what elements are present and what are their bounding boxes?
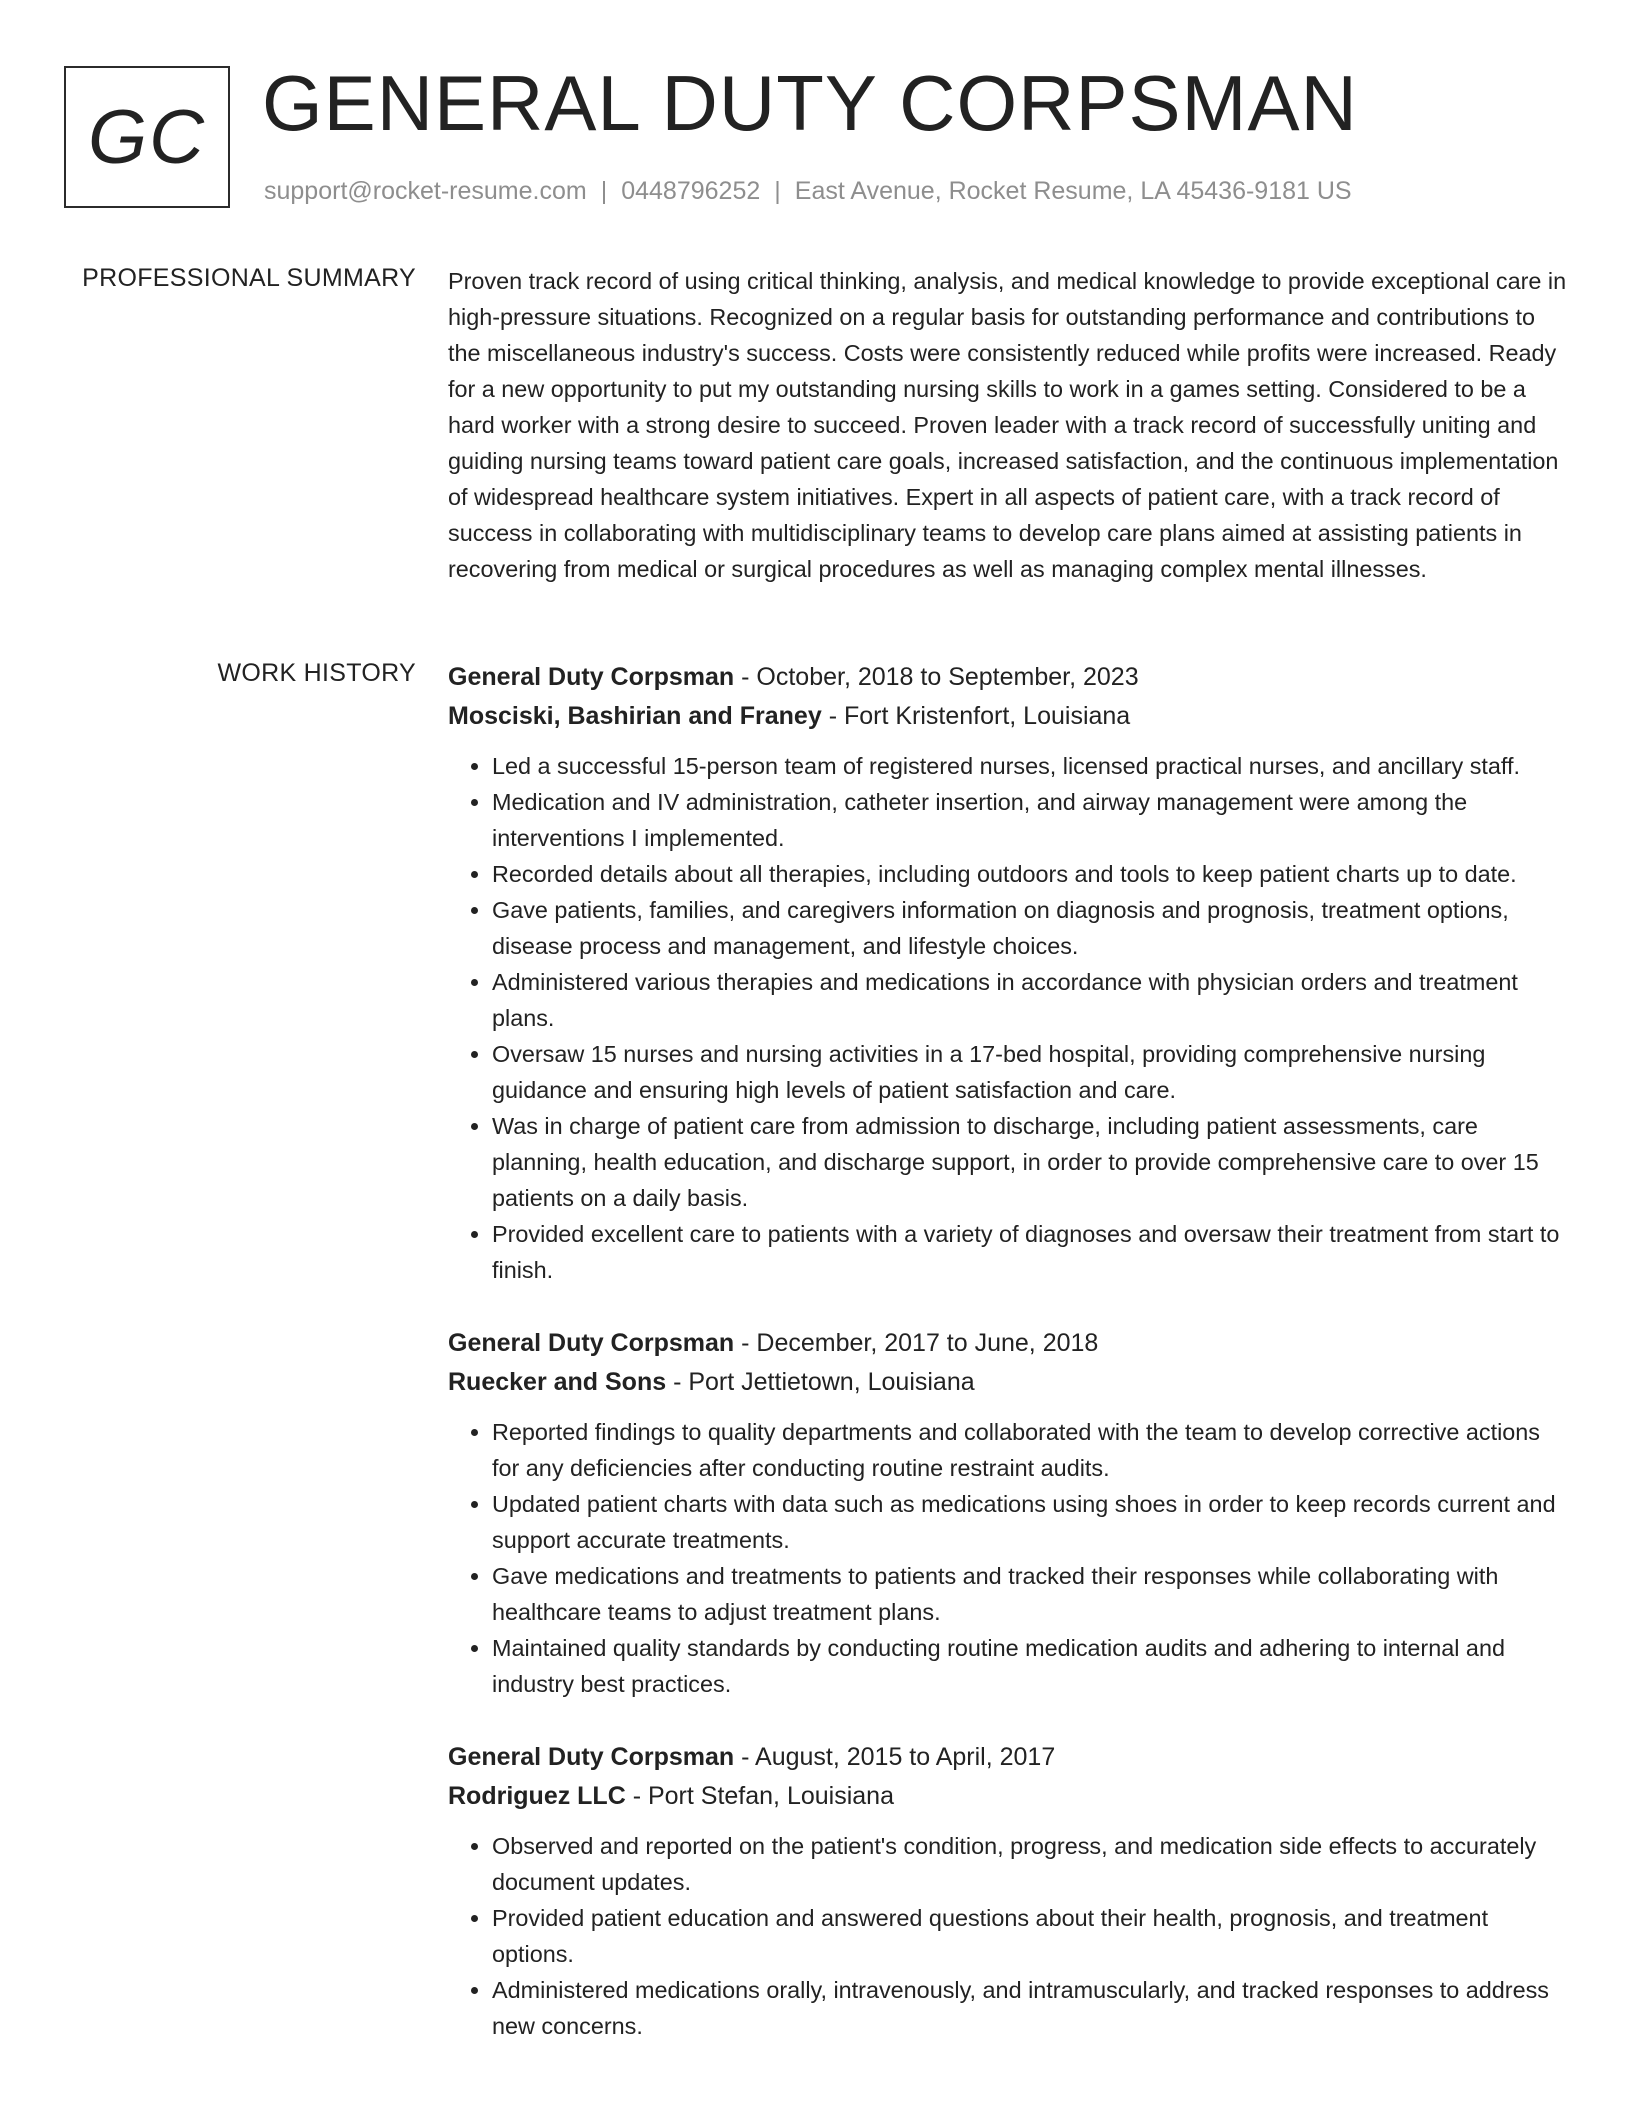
job-bullet: • Led a successful 15-person team of registered nurses, licensed practical nurses, and ancillary staff. [492,748,1568,784]
job-title-line [448,1324,1568,1363]
contact-line [264,176,1352,206]
job-dates: - December, 2017 to June, 2018 [734,1329,1099,1357]
job-location: - Fort Kristenfort, Louisiana [821,702,1131,730]
job-company: Rodriguez LLC [448,1782,626,1810]
section-heading: PROFESSIONAL SUMMARY [82,264,416,292]
job-bullets [448,1828,1568,2044]
job-company: Ruecker and Sons [448,1368,667,1396]
job-entry [448,658,1568,1288]
job-location: - Port Stefan, Louisiana [625,1782,894,1810]
job-company-line [448,697,1568,736]
job-bullet: • Updated patient charts with data such as medications using shoes in order to keep records current and support accurate treatments. [492,1486,1568,1558]
job-bullet: • Was in charge of patient care from admission to discharge, including patient assessments, care planning, health education, and discharge support, in order to provide comprehensive care to over 15 patients on a daily basis. [492,1108,1568,1216]
job-bullet: • Reported findings to quality departments and collaborated with the team to develop corrective actions for any deficiencies after conducting routine restraint audits. [492,1414,1568,1486]
job-bullet: • Recorded details about all therapies, including outdoors and tools to keep patient charts up to date. [492,856,1568,892]
job-title: General Duty Corpsman [448,1329,735,1357]
job-bullet: • Observed and reported on the patient's condition, progress, and medication side effects to accurately document updates. [492,1828,1568,1900]
job-entry [448,1324,1568,1702]
page-title: GENERAL DUTY CORPSMAN [262,59,1358,147]
job-bullets [448,1414,1568,1702]
initials-text: GC [88,94,206,180]
job-title-line [448,658,1568,697]
job-bullet: • Maintained quality standards by conducting routine medication audits and adhering to internal and industry best practices. [492,1630,1568,1702]
job-location: - Port Jettietown, Louisiana [666,1368,975,1396]
job-bullet: • Medication and IV administration, catheter insertion, and airway management were among the interventions I implemented. [492,784,1568,856]
job-company: Mosciski, Bashirian and Franey [448,702,822,730]
contact-separator: | [774,177,781,205]
job-dates: - August, 2015 to April, 2017 [734,1743,1056,1771]
contact-address: East Avenue, Rocket Resume, LA 45436-9181 US [794,177,1352,205]
contact-email[interactable]: support@rocket-resume.com [264,177,587,205]
job-bullet: • Administered medications orally, intravenously, and intramuscularly, and tracked responses to address new concerns. [492,1972,1568,2044]
job-company-line [448,1777,1568,1816]
job-bullet: • Gave medications and treatments to patients and tracked their responses while collaborating with healthcare teams to adjust treatment plans. [492,1558,1568,1630]
job-bullet: • Gave patients, families, and caregivers information on diagnosis and prognosis, treatment options, disease process and management, and lifestyle choices. [492,892,1568,964]
job-entry [448,1738,1568,2044]
job-bullet: • Administered various therapies and medications in accordance with physician orders and treatment plans. [492,964,1568,1036]
job-title-line [448,1738,1568,1777]
job-title: General Duty Corpsman [448,1743,735,1771]
summary-text: Proven track record of using critical thinking, analysis, and medical knowledge to provide exceptional care in high-pressure situations. Recognized on a regular basis for outstanding performance and contributions to the miscellaneous industry's success. Costs were consistently reduced while profits were increased. Ready for a new opportunity to put my outstanding nursing skills to work in a games setting. Considered to be a hard worker with a strong desire to succeed. Proven leader with a track record of successfully uniting and guiding nursing teams toward patient care goals, increased satisfaction, and the continuous implementation of widespread healthcare system initiatives. Expert in all aspects of patient care, with a track record of success in collaborating with multidisciplinary teams to develop care plans aimed at assisting patients in recovering from medical or surgical procedures as well as managing complex mental illnesses. [448,268,1567,582]
section-heading: WORK HISTORY [217,659,416,687]
job-company-line [448,1363,1568,1402]
job-bullets [448,748,1568,1288]
job-bullet: • Provided excellent care to patients with a variety of diagnoses and oversaw their treatment from start to finish. [492,1216,1568,1288]
work-history-list [448,658,1568,2080]
initials-monogram [64,66,230,208]
job-bullet: • Provided patient education and answered questions about their health, prognosis, and treatment options. [492,1900,1568,1972]
job-bullet: • Oversaw 15 nurses and nursing activities in a 17-bed hospital, providing comprehensive nursing guidance and ensuring high levels of patient satisfaction and care. [492,1036,1568,1108]
job-title: General Duty Corpsman [448,663,735,691]
job-dates: - October, 2018 to September, 2023 [734,663,1139,691]
contact-separator: | [600,177,608,205]
contact-phone[interactable]: 0448796252 [621,177,761,205]
